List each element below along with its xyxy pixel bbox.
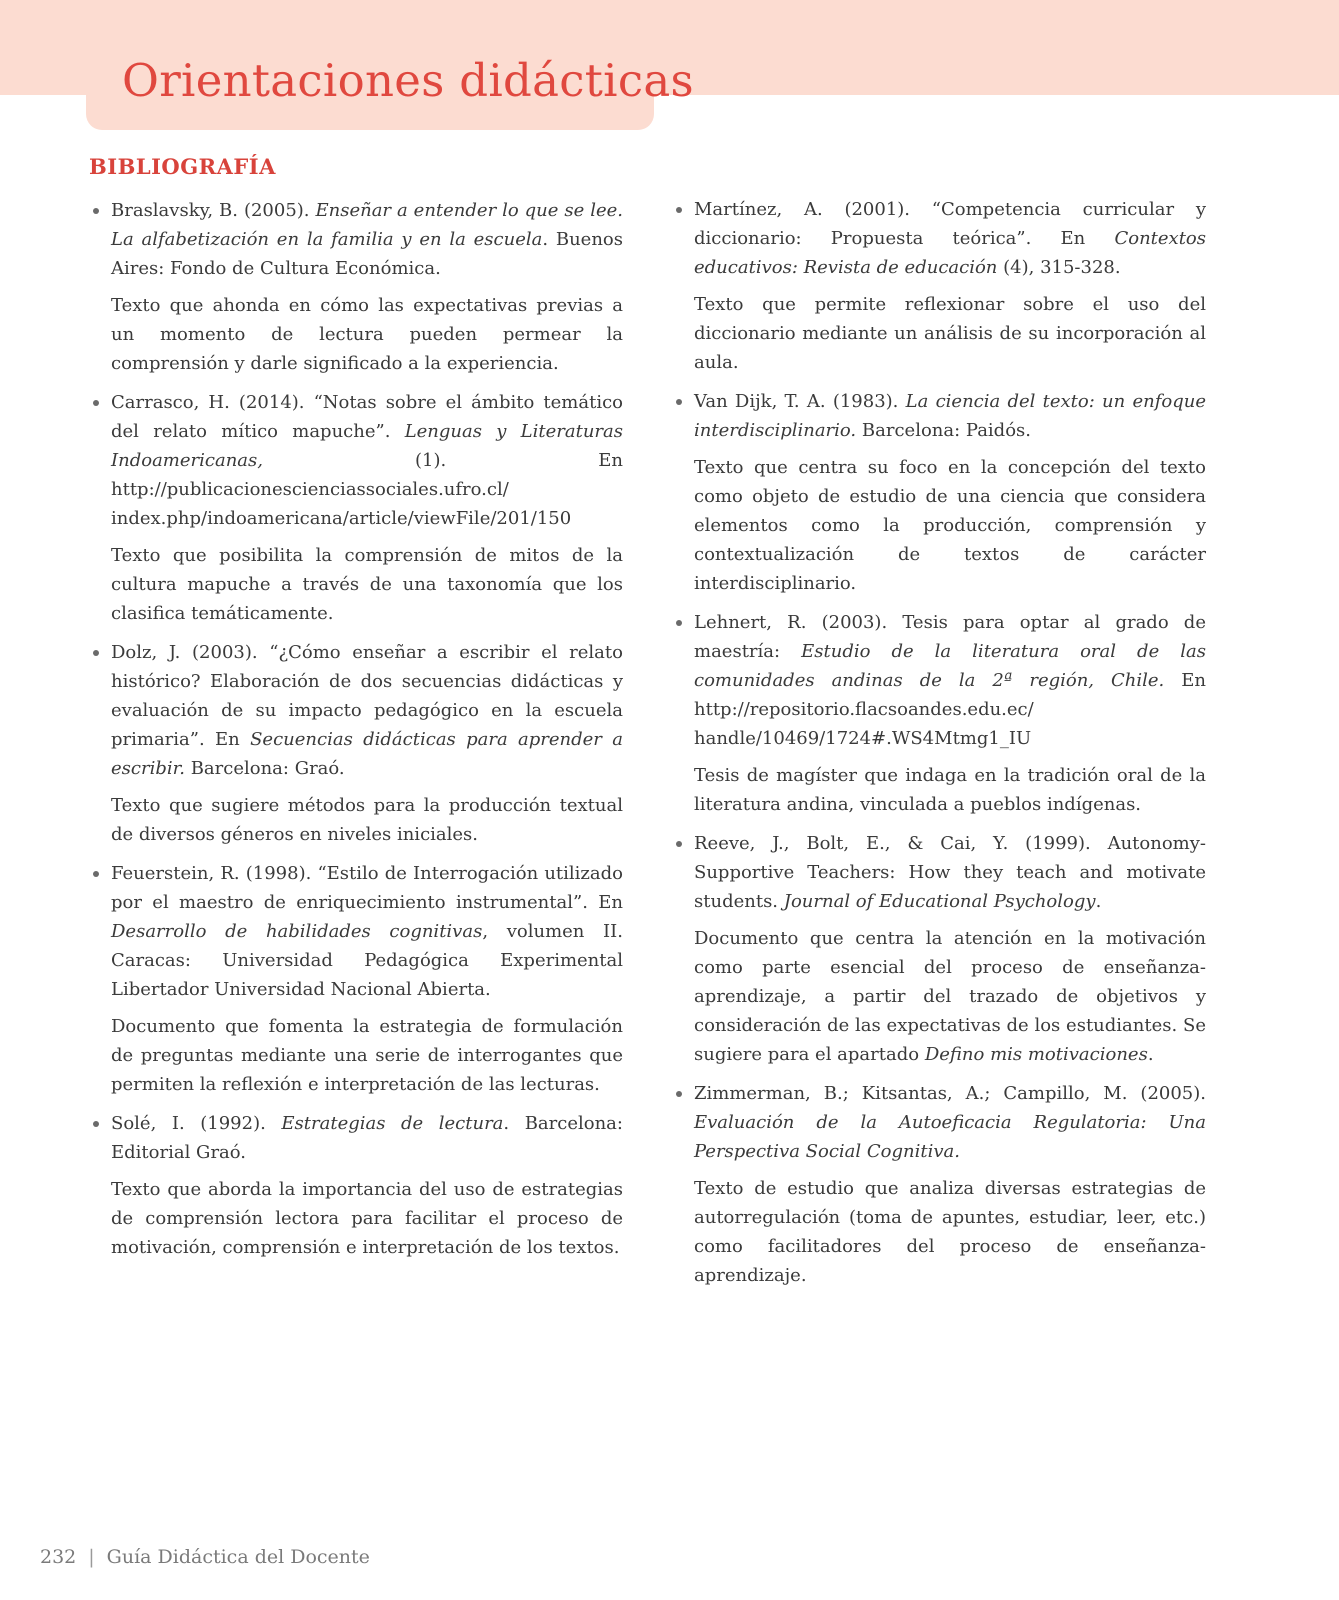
citation-segment: Dolz, J. (2003). “¿Cómo enseñar a escribir el relato histórico? Elaboración de dos secuencias didácticas y evaluación de su impacto pedagógico en la escuela primaria”. En xyxy=(111,642,623,750)
citation-italic-segment: Enseñar a entender lo que se lee. La alfabetización en la familia y en la escuela xyxy=(111,200,623,250)
citation xyxy=(111,638,623,783)
entry-description: Texto que aborda la importancia del uso de estrategias de comprensión lectora para facilitar el proceso de motivación, comprensión e interpretación de los textos. xyxy=(111,1179,623,1258)
bibliography-entry xyxy=(676,195,1206,377)
citation-segment: . xyxy=(1095,891,1102,912)
citation-italic-segment: Contextos educativos: Revista de educación xyxy=(694,228,1206,278)
citation-segment: Braslavsky, B. (2005). xyxy=(111,200,316,221)
citation-segment: . Barcelona: Editorial Graó. xyxy=(111,1113,623,1163)
citation-italic-segment: Estrategias de lectura xyxy=(281,1113,504,1134)
citation xyxy=(111,1109,623,1167)
citation xyxy=(694,1079,1206,1166)
citation xyxy=(111,388,623,533)
bibliography-entry xyxy=(93,638,623,849)
entry-description xyxy=(694,924,1206,1069)
bibliography-entry xyxy=(676,387,1206,598)
citation-segment: Feuerstein, R. (1998). “Estilo de Interrogación utilizado por el maestro de enriquecimiento instrumental”. En xyxy=(111,863,623,913)
citation-segment: (4), 315-328. xyxy=(997,257,1121,278)
page-title: Orientaciones didácticas xyxy=(122,54,694,107)
entry-description: Texto de estudio que analiza diversas estrategias de autorregulación (toma de apuntes, estudiar, leer, etc.) como facilitadores del proceso de enseñanza-aprendizaje. xyxy=(694,1178,1206,1286)
citation xyxy=(111,859,623,1004)
entry-description: Texto que centra su foco en la concepción del texto como objeto de estudio de una ciencia que considera elementos como la producción, comprensión y contextualización de textos de carácter interdisciplinario. xyxy=(694,457,1206,594)
page-number: 232 xyxy=(40,1546,77,1568)
bibliography-entry xyxy=(93,388,623,628)
entry-description: Texto que permite reflexionar sobre el uso del diccionario mediante un análisis de su incorporación al aula. xyxy=(694,294,1206,373)
bibliography-entry xyxy=(93,1109,623,1262)
book-title: Guía Didáctica del Docente xyxy=(106,1546,370,1568)
citation-segment: En http://repositorio.flacsoandes.edu.ec/ handle/10469/1724#.WS4Mtmg1_IU xyxy=(694,670,1206,749)
entry-description: Tesis de magíster que indaga en la tradición oral de la literatura andina, vinculada a pueblos indígenas. xyxy=(694,765,1206,815)
bibliography-left-column xyxy=(93,196,623,1272)
citation-italic-segment: La ciencia del texto: un enfoque interdisciplinario. xyxy=(694,391,1206,441)
citation xyxy=(694,829,1206,916)
entry-description: Texto que ahonda en cómo las expectativas previas a un momento de lectura pueden permear la comprensión y darle significado a la experiencia. xyxy=(111,295,623,374)
section-heading: BIBLIOGRAFÍA xyxy=(89,154,276,179)
citation-segment: Reeve, J., Bolt, E., & Cai, Y. (1999). Autonomy-Supportive Teachers: How they teach and motivate students. xyxy=(694,833,1206,912)
footer-separator: | xyxy=(88,1546,95,1568)
bibliography-entry xyxy=(676,1079,1206,1290)
citation-segment: Martínez, A. (2001). “Competencia curricular y diccionario: Propuesta teórica”. En xyxy=(694,199,1206,249)
citation-segment: . xyxy=(1147,1044,1154,1065)
bibliography-entry xyxy=(93,196,623,378)
bibliography-right-column xyxy=(676,195,1206,1300)
citation-italic-segment: Lenguas y Literaturas Indoamericanas, xyxy=(111,421,623,471)
page-footer xyxy=(40,1542,370,1572)
citation-segment: Documento que centra la atención en la motivación como parte esencial del proceso de enseñanza-aprendizaje, a partir del trazado de objetivos y consideración de las expectativas de los estudiantes. Se sugiere para el apartado xyxy=(694,928,1206,1065)
citation xyxy=(694,608,1206,753)
citation-segment: (1). En http://publicacionescienciassociales.ufro.cl/ index.php/indoamericana/article/viewFile/201/150 xyxy=(111,450,623,529)
citation xyxy=(694,387,1206,445)
citation-italic-segment: Defino mis motivaciones xyxy=(924,1044,1148,1065)
citation-italic-segment: Estudio de la literatura oral de las comunidades andinas de la 2ª región, Chile. xyxy=(694,641,1206,691)
citation xyxy=(694,195,1206,282)
entry-description: Texto que sugiere métodos para la producción textual de diversos géneros en niveles iniciales. xyxy=(111,795,623,845)
citation-italic-segment: Secuencias didácticas para aprender a escribir. xyxy=(111,729,623,779)
citation-segment: Carrasco, H. (2014). “Notas sobre el ámbito temático del relato mítico mapuche”. xyxy=(111,392,623,442)
citation-segment: . Buenos Aires: Fondo de Cultura Económica. xyxy=(111,229,623,279)
citation-segment: Lehnert, R. (2003). Tesis para optar al grado de maestría: xyxy=(694,612,1206,662)
citation-segment: Zimmerman, B.; Kitsantas, A.; Campillo, M. (2005). xyxy=(694,1083,1206,1104)
bibliography-entry xyxy=(676,829,1206,1069)
bibliography-entry xyxy=(676,608,1206,819)
citation-segment: , volumen II. Caracas: Universidad Pedagógica Experimental Libertador Universidad Nacional Abierta. xyxy=(111,921,623,1000)
citation-segment: Barcelona: Paidós. xyxy=(856,420,1032,441)
bibliography-entry xyxy=(93,859,623,1099)
citation-segment: Solé, I. (1992). xyxy=(111,1113,282,1134)
citation-italic-segment: Desarrollo de habilidades cognitivas xyxy=(111,921,483,942)
entry-description: Documento que fomenta la estrategia de formulación de preguntas mediante una serie de interrogantes que permiten la reflexión e interpretación de las lecturas. xyxy=(111,1016,623,1095)
citation xyxy=(111,196,623,283)
citation-segment: Van Dijk, T. A. (1983). xyxy=(694,391,906,412)
citation-italic-segment: Evaluación de la Autoeficacia Regulatoria: Una Perspectiva Social Cognitiva. xyxy=(694,1112,1206,1162)
entry-description: Texto que posibilita la comprensión de mitos de la cultura mapuche a través de una taxonomía que los clasifica temáticamente. xyxy=(111,545,623,624)
citation-segment: Barcelona: Graó. xyxy=(184,758,345,779)
citation-italic-segment: Journal of Educational Psychology xyxy=(783,891,1096,912)
